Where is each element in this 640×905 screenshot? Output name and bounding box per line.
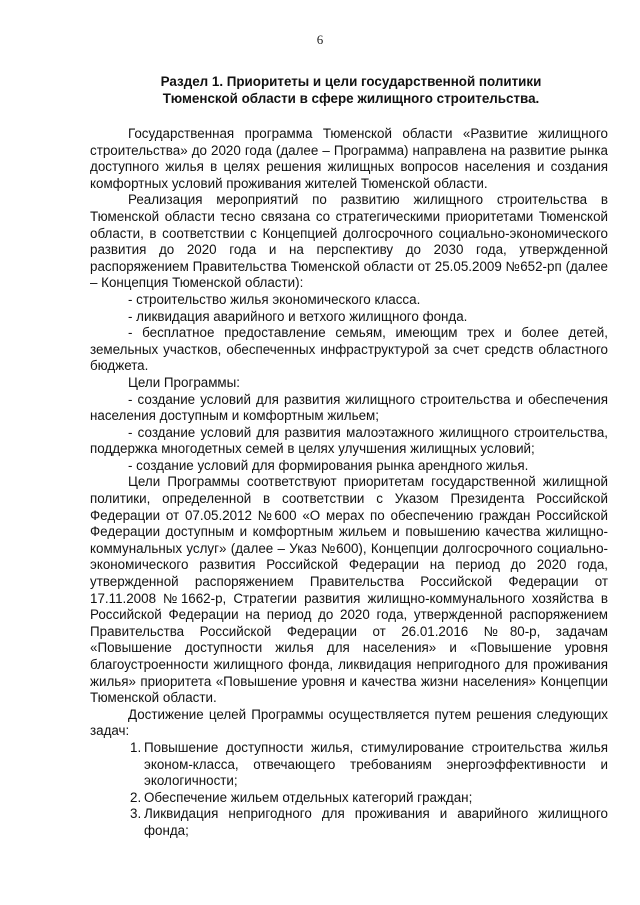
task-item <box>90 740 608 790</box>
goal-item: - создание условий для формирования рынка арендного жилья. <box>128 457 529 473</box>
paragraph-policy: Цели Программы соответствуют приоритетам государственной жилищной политики, определенной в соответствии с Указом Президента Российской Федерации от 07.05.2012 №600 «О мерах по обеспечению граждан Российской Федерации доступным и комфортным жильем и повышению качества жилищно-коммунальных услуг» (далее – Указ №600), Концепции долгосрочного социально-экономического развития Российской Федерации на период до 2020 года, утвержденной распоряжением Правительства Российской Федерации от 17.11.2008 №1662-р, Стратегии развития жилищно-коммунального хозяйства в Российской Федерации на период до 2020 года, утвержденной распоряжением Правительства Российской Федерации от 26.01.2016 №80-р, задачам «Повышение доступности жилья для населения» и «Повышение уровня благоустроенности жилищного фонда, ликвидация непригодного для проживания жилья» приоритета «Повышение уровня и качества жизни населения» Концепции Тюменской области. <box>90 474 608 706</box>
heading-line-1: Раздел 1. Приоритеты и цели государственной политики <box>160 74 542 89</box>
priority-item: - строительство жилья экономического класса. <box>128 291 421 307</box>
goals-heading: Цели Программы: <box>128 374 240 390</box>
paragraph-tasks-intro: Достижение целей Программы осуществляется путем решения следующих задач: <box>90 706 608 739</box>
task-text: Повышение доступности жилья, стимулирование строительства жилья эконом-класса, отвечающего требованиям энергоэффективности и экологичности; <box>144 739 608 789</box>
task-item <box>90 806 608 839</box>
task-number: 1. <box>130 739 142 755</box>
body-text <box>90 126 608 840</box>
page-number: 6 <box>316 32 324 47</box>
paragraph-implementation: Реализация мероприятий по развитию жилищного строительства в Тюменской области тесно связана со стратегическими приоритетами Тюменской области, в соответствии с Концепцией долгосрочного социально-экономического развития до 2020 года и на перспективу до 2030 года, утвержденной распоряжением Правительства Тюменской области от 25.05.2009 №652-рп (далее – Концепция Тюменской области): <box>90 192 608 291</box>
goal-item: - создание условий для развития малоэтажного жилищного строительства, поддержка многодетных семей в целях улучшения жилищных условий; <box>90 424 608 457</box>
priority-item: - ликвидация аварийного и ветхого жилищного фонда. <box>128 308 468 324</box>
task-text: Ликвидация непригодного для проживания и аварийного жилищного фонда; <box>144 806 608 838</box>
priority-item: - бесплатное предоставление семьям, имеющим трех и более детей, земельных участков, обеспеченных инфраструктурой за счет средств областного бюджета. <box>90 325 608 374</box>
paragraph-intro: Государственная программа Тюменской области «Развитие жилищного строительства» до 2020 года (далее – Программа) направлена на развитие рынка доступного жилья в целях решения жилищных вопросов населения и создания комфортных условий проживания жителей Тюменской области. <box>90 126 608 191</box>
goal-item: - создание условий для развития жилищного строительства и обеспечения населения доступным и комфортным жильем; <box>90 391 608 424</box>
task-number: 3. <box>130 806 142 822</box>
section-heading <box>96 74 606 108</box>
task-text: Обеспечение жильем отдельных категорий граждан; <box>144 789 473 805</box>
task-number: 2. <box>130 789 142 805</box>
task-item <box>90 790 608 807</box>
tasks-list <box>90 740 608 840</box>
heading-line-2: Тюменской области в сфере жилищного строительства. <box>162 90 540 106</box>
